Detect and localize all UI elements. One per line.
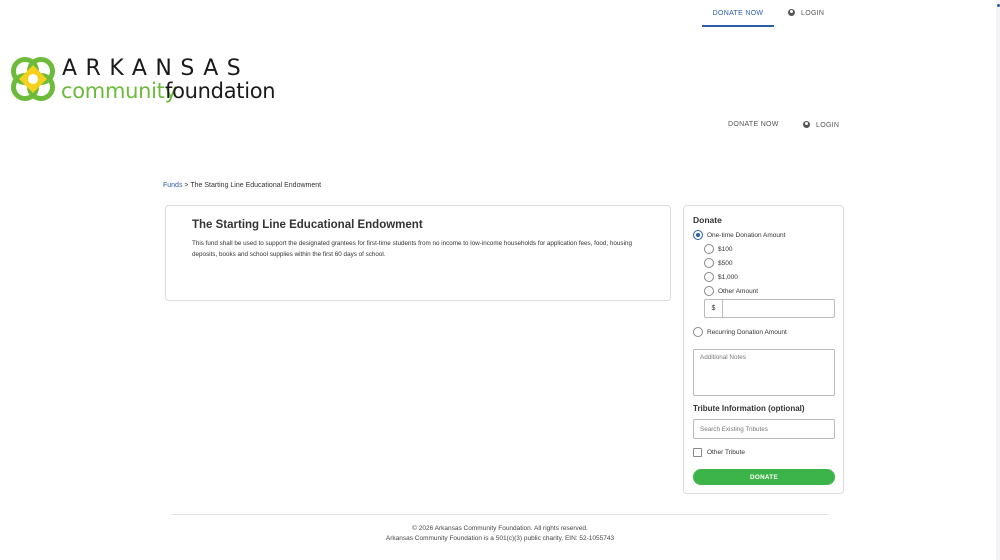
- top-donate-now-link[interactable]: DONATE NOW: [702, 0, 774, 27]
- fund-details-card: [165, 205, 671, 301]
- additional-notes-textarea[interactable]: [693, 349, 835, 396]
- logo-wordmark-foundation: foundation: [165, 79, 276, 103]
- radio-icon: [693, 327, 703, 337]
- amount-1000-radio[interactable]: [704, 272, 738, 282]
- radio-icon: [704, 244, 714, 254]
- checkbox-icon: [693, 448, 702, 457]
- amount-other-radio[interactable]: [704, 286, 758, 296]
- amount-option-label: $500: [718, 259, 733, 267]
- fund-description: This fund shall be used to support the designated grantees for first-time students from no income to low-income households for application fees, food, housing deposits, books and school supplies within the first 60 days of school.: [192, 240, 632, 258]
- footer-charity-note: Arkansas Community Foundation is a 501(c)(3) public charity. EIN: 52-1055743: [385, 535, 615, 542]
- other-tribute-checkbox[interactable]: [693, 448, 745, 457]
- donate-panel: [683, 205, 844, 494]
- amount-100-radio[interactable]: [704, 244, 732, 254]
- donate-panel-title: Donate: [693, 215, 722, 225]
- breadcrumb-funds-link[interactable]: Funds: [163, 182, 183, 189]
- user-icon: [803, 121, 810, 128]
- top-login-link[interactable]: [788, 0, 824, 28]
- amount-option-label: $1,000: [718, 273, 738, 281]
- amount-option-label: $100: [718, 245, 733, 253]
- donate-now-link[interactable]: DONATE NOW: [728, 121, 779, 128]
- logo-wordmark-arkansas: ARKANSAS: [62, 56, 250, 81]
- top-login-label: LOGIN: [801, 10, 825, 17]
- scrollbar-track[interactable]: [996, 0, 1000, 560]
- tribute-search-input[interactable]: [693, 419, 835, 439]
- login-label: LOGIN: [816, 122, 840, 129]
- currency-symbol: $: [705, 300, 723, 317]
- user-icon: [788, 9, 795, 16]
- radio-icon: [704, 258, 714, 268]
- radio-icon: [704, 286, 714, 296]
- other-amount-field: [704, 299, 835, 318]
- radio-icon: [704, 272, 714, 282]
- one-time-donation-label: One-time Donation Amount: [707, 231, 786, 239]
- other-amount-input[interactable]: [723, 300, 834, 317]
- tribute-section-title: Tribute Information (optional): [693, 404, 805, 413]
- fund-title: The Starting Line Educational Endowment: [192, 219, 423, 231]
- radio-checked-icon: [693, 230, 703, 240]
- amount-option-label: Other Amount: [718, 287, 759, 295]
- breadcrumb-separator: >: [182, 182, 191, 189]
- recurring-donation-radio[interactable]: [693, 327, 787, 337]
- other-tribute-label: Other Tribute: [707, 449, 745, 456]
- top-nav: [0, 0, 1000, 28]
- arkansas-community-foundation-logo[interactable]: [8, 54, 276, 106]
- footer-copyright: © 2026 Arkansas Community Foundation. All rights reserved.: [412, 525, 588, 532]
- breadcrumb: [163, 182, 321, 189]
- logo-mark-icon: [8, 54, 58, 104]
- donate-button[interactable]: DONATE: [693, 469, 835, 485]
- logo-wordmark-community: community: [61, 79, 177, 103]
- one-time-donation-radio[interactable]: [693, 230, 785, 240]
- breadcrumb-current: The Starting Line Educational Endowment: [190, 182, 322, 189]
- recurring-donation-label: Recurring Donation Amount: [707, 328, 787, 336]
- footer-divider: [172, 514, 828, 515]
- login-link[interactable]: [803, 121, 839, 129]
- amount-500-radio[interactable]: [704, 258, 732, 268]
